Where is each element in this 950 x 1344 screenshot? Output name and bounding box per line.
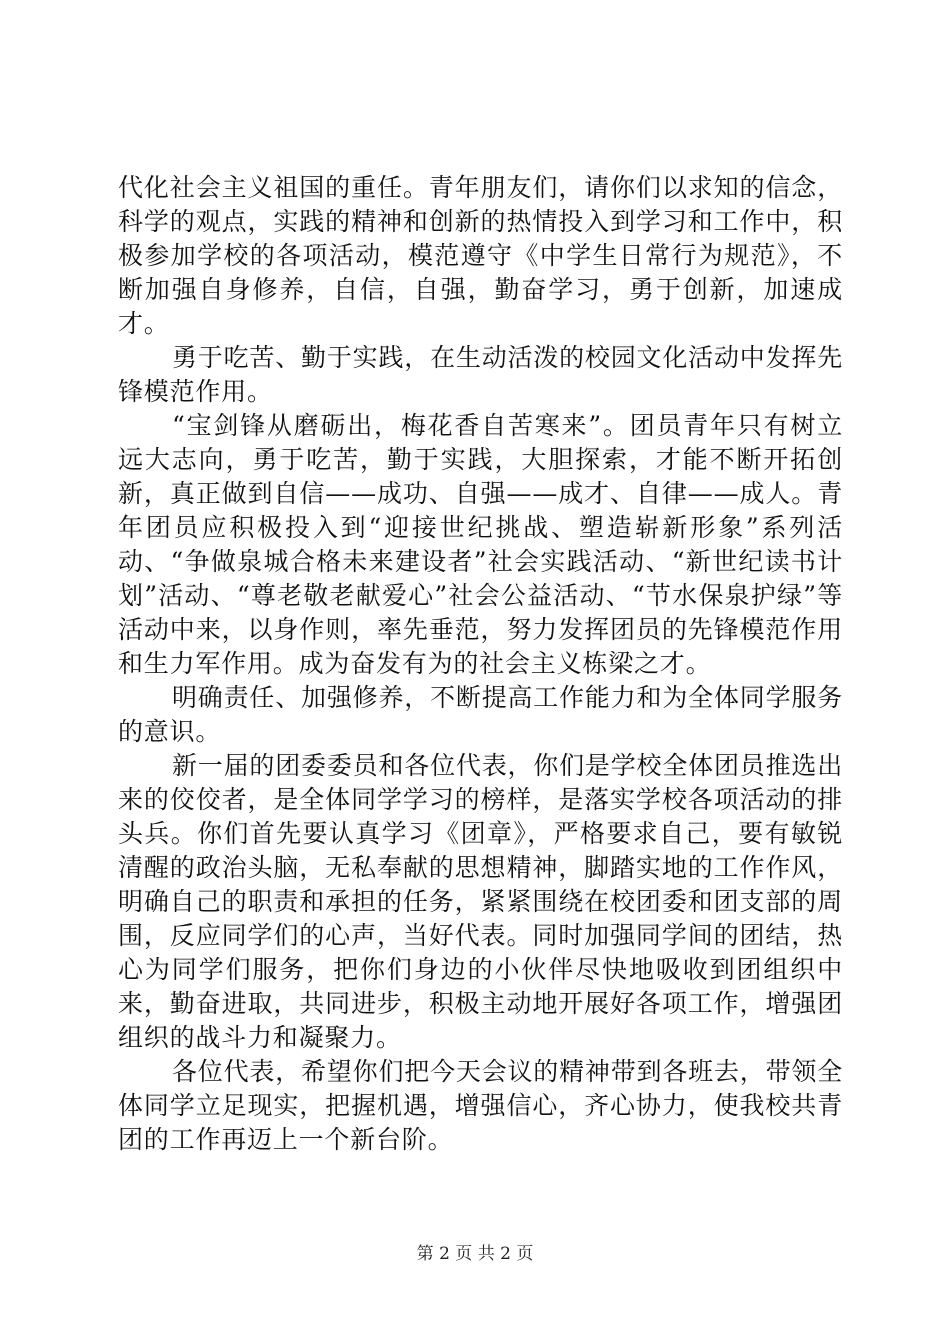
document-body (118, 171, 843, 1157)
paragraph-2: 勇于吃苦、勤于实践，在生动活泼的校园文化活动中发挥先锋模范作用。 (118, 343, 843, 406)
paragraph-6: 各位代表，希望你们把今天会议的精神带到各班去，带领全体同学立足现实，把握机遇，增强信心，齐心协力，使我校共青团的工作再迈上一个新台阶。 (118, 1057, 843, 1154)
paragraph-5: 新一届的团委委员和各位代表，你们是学校全体团员推选出来的佼佼者，是全体同学学习的榜样，是落实学校各项活动的排头兵。你们首先要认真学习《团章》，严格要求自己，要有敏锐清醒的政治头脑，无私奉献的思想精神，脚踏实地的工作作风，明确自己的职责和承担的任务，紧紧围绕在校团委和团支部的周围，反应同学们的心声，当好代表。同时加强同学间的团结，热心为同学们服务，把你们身边的小伙伴尽快地吸收到团组织中来，勤奋进取，共同进步，积极主动地开展好各项工作，增强团组织的战斗力和凝聚力。 (118, 751, 843, 1052)
paragraph-4: 明确责任、加强修养，不断提高工作能力和为全体同学服务的意识。 (118, 683, 843, 746)
paragraph-3: “宝剑锋从磨砺出，梅花香自苦寒来”。团员青年只有树立远大志向，勇于吃苦，勤于实践，大胆探索，才能不断开拓创新，真正做到自信——成功、自强——成才、自律——成人。青年团员应积极投入到“迎接世纪挑战、塑造崭新形象”系列活动、“争做泉城合格未来建设者”社会实践活动、“新世纪读书计划”活动、“尊老敬老献爱心”社会公益活动、“节水保泉护绿”等活动中来，以身作则，率先垂范，努力发挥团员的先锋模范作用和生力军作用。成为奋发有为的社会主义栋梁之才。 (118, 411, 843, 678)
paragraph-1: 代化社会主义祖国的重任。青年朋友们，请你们以求知的信念，科学的观点，实践的精神和创新的热情投入到学习和工作中，积极参加学校的各项活动，模范遵守《中学生日常行为规范》，不断加强自身修养，自信，自强，勤奋学习，勇于创新，加速成才。 (118, 173, 843, 338)
page-number-footer: 第 2 页 共 2 页 (416, 1244, 534, 1264)
